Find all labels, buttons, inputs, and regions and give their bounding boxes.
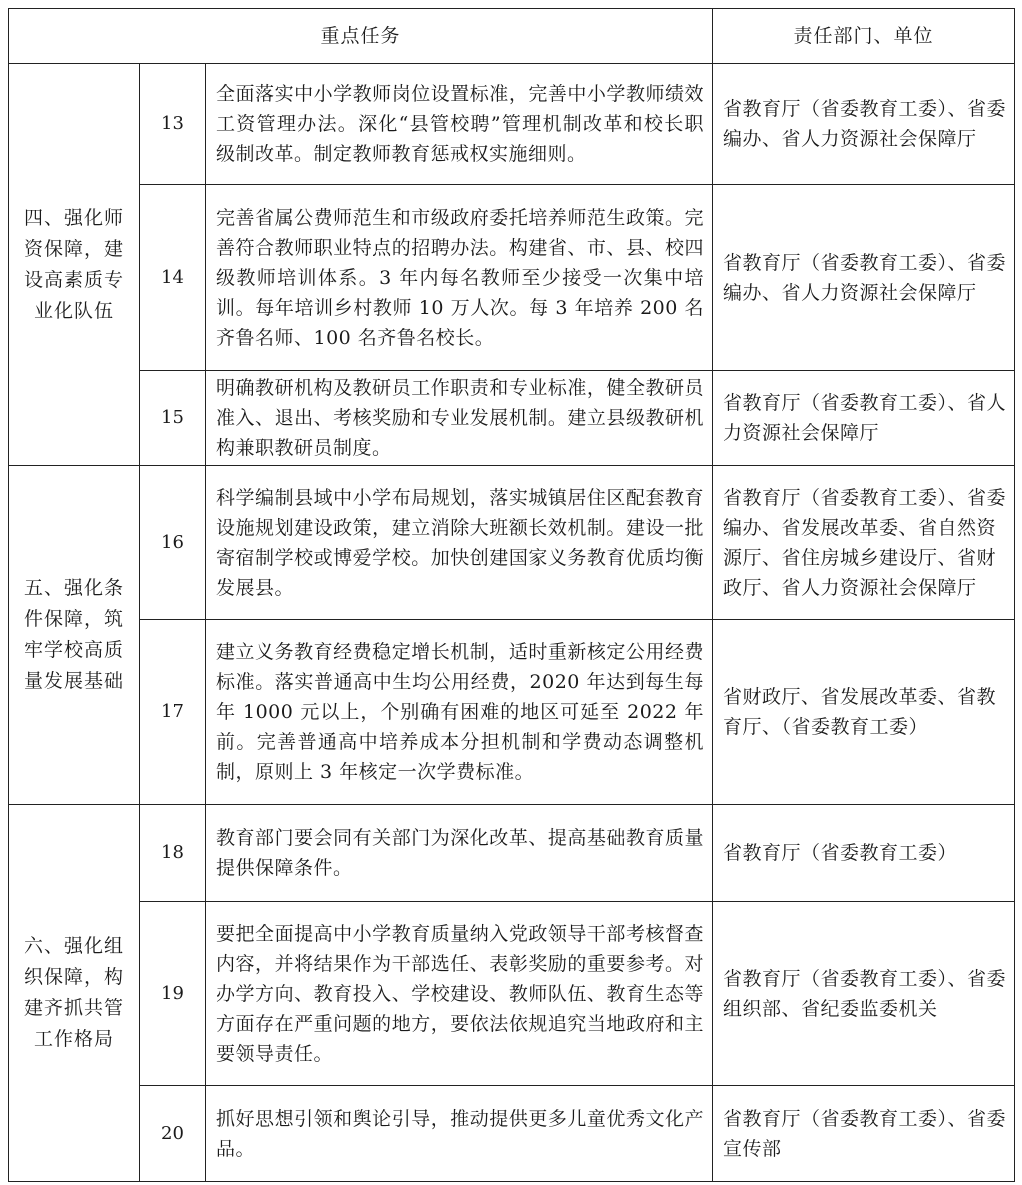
table-row — [9, 620, 1015, 805]
responsible-departments: 省教育厅（省委教育工委）、省委组织部、省纪委监委机关 — [713, 902, 1015, 1086]
table-row — [9, 64, 1015, 185]
table-row — [9, 371, 1015, 466]
task-number: 15 — [140, 371, 206, 466]
task-description: 科学编制县域中小学布局规划，落实城镇居住区配套教育设施规划建设政策，建立消除大班额长效机制。建设一批寄宿制学校或博爱学校。加快创建国家义务教育优质均衡发展县。 — [206, 466, 713, 620]
task-description: 建立义务教育经费稳定增长机制，适时重新核定公用经费标准。落实普通高中生均公用经费，2020 年达到每生每年 1000 元以上，个别确有困难的地区可延至 2022 年前。完善普通高中培养成本分担机制和学费动态调整机制，原则上 3 年核定一次学费标准。 — [206, 620, 713, 805]
table-row — [9, 902, 1015, 1086]
task-description: 明确教研机构及教研员工作职责和专业标准，健全教研员准入、退出、考核奖励和专业发展机制。建立县级教研机构兼职教研员制度。 — [206, 371, 713, 466]
document-page — [8, 8, 1014, 1182]
table-row — [9, 185, 1015, 371]
table-row — [9, 805, 1015, 902]
responsible-departments: 省教育厅（省委教育工委）、省委编办、省发展改革委、省自然资源厅、省住房城乡建设厅、省财政厅、省人力资源社会保障厅 — [713, 466, 1015, 620]
category-cell: 五、强化条件保障，筑牢学校高质量发展基础 — [9, 466, 140, 805]
task-number: 14 — [140, 185, 206, 371]
responsible-departments: 省教育厅（省委教育工委）、省委宣传部 — [713, 1086, 1015, 1182]
table-row — [9, 1086, 1015, 1182]
task-description: 要把全面提高中小学教育质量纳入党政领导干部考核督查内容，并将结果作为干部选任、表彰奖励的重要参考。对办学方向、教育投入、学校建设、教师队伍、教育生态等方面存在严重问题的地方，要依法依规追究当地政府和主要领导责任。 — [206, 902, 713, 1086]
responsible-departments: 省教育厅（省委教育工委）、省人力资源社会保障厅 — [713, 371, 1015, 466]
table-row — [9, 466, 1015, 620]
responsible-departments: 省财政厅、省发展改革委、省教育厅、（省委教育工委） — [713, 620, 1015, 805]
task-number: 13 — [140, 64, 206, 185]
category-cell: 四、强化师资保障，建设高素质专业化队伍 — [9, 64, 140, 466]
task-number: 16 — [140, 466, 206, 620]
task-description: 完善省属公费师范生和市级政府委托培养师范生政策。完善符合教师职业特点的招聘办法。构建省、市、县、校四级教师培训体系。3 年内每名教师至少接受一次集中培训。每年培训乡村教师 10 万人次。每 3 年培养 200 名齐鲁名师、100 名齐鲁名校长。 — [206, 185, 713, 371]
task-description: 抓好思想引领和舆论引导，推动提供更多儿童优秀文化产品。 — [206, 1086, 713, 1182]
task-responsibility-table — [8, 8, 1015, 1182]
responsible-departments: 省教育厅（省委教育工委）、省委编办、省人力资源社会保障厅 — [713, 64, 1015, 185]
responsible-departments: 省教育厅（省委教育工委）、省委编办、省人力资源社会保障厅 — [713, 185, 1015, 371]
task-number: 18 — [140, 805, 206, 902]
task-description: 全面落实中小学教师岗位设置标准，完善中小学教师绩效工资管理办法。深化“县管校聘”管理机制改革和校长职级制改革。制定教师教育惩戒权实施细则。 — [206, 64, 713, 185]
responsible-departments: 省教育厅（省委教育工委） — [713, 805, 1015, 902]
category-cell: 六、强化组织保障，构建齐抓共管工作格局 — [9, 805, 140, 1182]
key-tasks-header: 重点任务 — [9, 9, 713, 64]
task-description: 教育部门要会同有关部门为深化改革、提高基础教育质量提供保障条件。 — [206, 805, 713, 902]
table-header-row — [9, 9, 1015, 64]
task-number: 19 — [140, 902, 206, 1086]
responsible-departments-header: 责任部门、单位 — [713, 9, 1015, 64]
task-number: 17 — [140, 620, 206, 805]
task-number: 20 — [140, 1086, 206, 1182]
